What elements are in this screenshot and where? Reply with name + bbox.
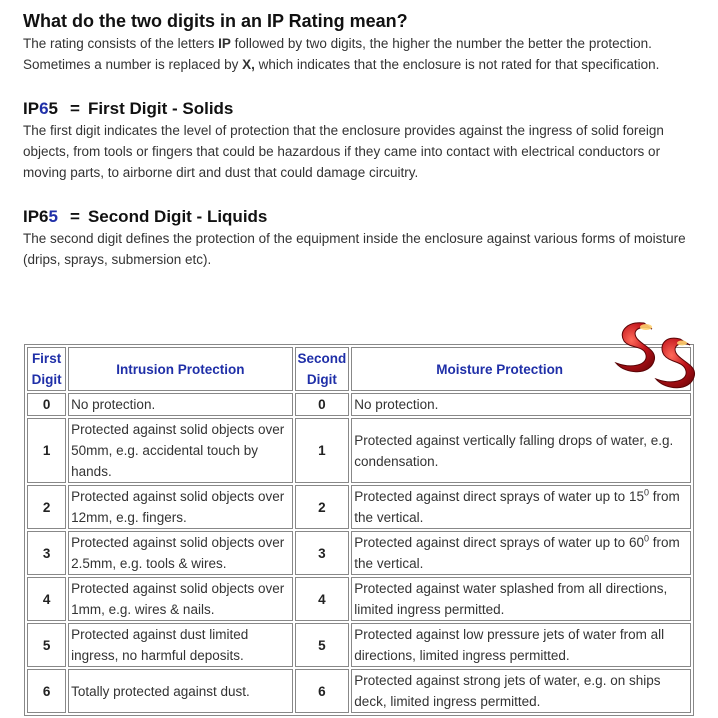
second-digit-cell: 2 bbox=[295, 485, 350, 529]
header-intrusion-protection: Intrusion Protection bbox=[68, 347, 292, 391]
table-row bbox=[27, 418, 691, 483]
intro-paragraph bbox=[23, 33, 695, 75]
ip-rating-table bbox=[24, 344, 694, 716]
page-title: What do the two digits in an IP Rating mean? bbox=[23, 11, 408, 31]
moisture-text: Protected against direct sprays of water up to 60 bbox=[354, 535, 644, 550]
intrusion-cell: Protected against solid objects over 1mm, e.g. wires & nails. bbox=[68, 577, 292, 621]
header-first-digit: First Digit bbox=[27, 347, 66, 391]
heading-highlight-digit: 6 bbox=[39, 99, 49, 118]
heading-highlight-digit: 5 bbox=[48, 207, 58, 226]
moisture-cell: Protected against strong jets of water, e.g. on ships deck, limited ingress permitted. bbox=[351, 669, 691, 713]
first-digit-cell: 6 bbox=[27, 669, 66, 713]
heading-ip: IP6 bbox=[23, 207, 49, 226]
table-row bbox=[27, 485, 691, 529]
second-digit-cell: 1 bbox=[295, 418, 350, 483]
intro-x: X, bbox=[242, 57, 255, 72]
intrusion-cell: Protected against solid objects over 50mm, e.g. accidental touch by hands. bbox=[68, 418, 292, 483]
heading-equals: = bbox=[70, 207, 80, 226]
moisture-cell: Protected against low pressure jets of water from all directions, limited ingress permitted. bbox=[351, 623, 691, 667]
article bbox=[23, 9, 695, 270]
second-digit-cell: 5 bbox=[295, 623, 350, 667]
moisture-text-tail: from the vertical. bbox=[354, 535, 680, 571]
heading-ip: IP bbox=[23, 99, 40, 118]
heading-equals: = bbox=[70, 99, 80, 118]
intrusion-cell: Protected against dust limited ingress, no harmful deposits. bbox=[68, 623, 292, 667]
intro-ip: IP bbox=[218, 36, 231, 51]
first-digit-cell: 0 bbox=[27, 393, 66, 416]
moisture-cell bbox=[351, 485, 691, 529]
header-second-digit: Second Digit bbox=[295, 347, 350, 391]
intro-text-3: which indicates that the enclosure is not rated for that specification. bbox=[254, 57, 660, 72]
table-row bbox=[27, 393, 691, 416]
heading-label: Second Digit - Liquids bbox=[87, 207, 268, 226]
intro-text-2: followed by two digits, the higher the number the better the protection. Sometimes a number is replaced by bbox=[23, 36, 652, 72]
first-digit-heading bbox=[23, 98, 695, 120]
second-digit-cell: 3 bbox=[295, 531, 350, 575]
intrusion-cell: Protected against solid objects over 12mm, e.g. fingers. bbox=[68, 485, 292, 529]
first-digit-cell: 5 bbox=[27, 623, 66, 667]
intro-text: The rating consists of the letters bbox=[23, 36, 219, 51]
first-digit-cell: 1 bbox=[27, 418, 66, 483]
table-header-row bbox=[27, 347, 691, 391]
table-row bbox=[27, 669, 691, 713]
header-moisture-protection: Moisture Protection bbox=[351, 347, 691, 391]
table-row bbox=[27, 577, 691, 621]
table-row bbox=[27, 623, 691, 667]
moisture-text-tail: from the vertical. bbox=[354, 489, 680, 525]
degree-superscript: 0 bbox=[643, 487, 649, 498]
degree-superscript: 0 bbox=[643, 533, 649, 544]
moisture-text: Protected against direct sprays of water up to 15 bbox=[354, 489, 644, 504]
intrusion-cell: Totally protected against dust. bbox=[68, 669, 292, 713]
heading-label: First Digit - Solids bbox=[87, 99, 234, 118]
second-digit-cell: 4 bbox=[295, 577, 350, 621]
heading-other-digit: 5 bbox=[48, 99, 58, 118]
second-digit-cell: 0 bbox=[295, 393, 350, 416]
second-digit-paragraph: The second digit defines the protection of the equipment inside the enclosure against various forms of moisture (drips, sprays, submersion etc). bbox=[23, 231, 686, 267]
intrusion-cell: Protected against solid objects over 2.5mm, e.g. tools & wires. bbox=[68, 531, 292, 575]
moisture-cell: No protection. bbox=[351, 393, 691, 416]
moisture-cell: Protected against vertically falling drops of water, e.g. condensation. bbox=[351, 418, 691, 483]
second-digit-cell: 6 bbox=[295, 669, 350, 713]
brand-logo-icon bbox=[610, 315, 700, 397]
moisture-cell bbox=[351, 531, 691, 575]
second-digit-heading bbox=[23, 206, 695, 228]
moisture-cell: Protected against water splashed from all directions, limited ingress permitted. bbox=[351, 577, 691, 621]
first-digit-paragraph: The first digit indicates the level of protection that the enclosure provides against the ingress of solid foreign objects, from tools or fingers that could be hazardous if they came into contact with electrical conductors or moving parts, to airborne dirt and dust that could damage circuitry. bbox=[23, 123, 664, 180]
first-digit-cell: 2 bbox=[27, 485, 66, 529]
first-digit-cell: 3 bbox=[27, 531, 66, 575]
first-digit-cell: 4 bbox=[27, 577, 66, 621]
intrusion-cell: No protection. bbox=[68, 393, 292, 416]
table-row bbox=[27, 531, 691, 575]
